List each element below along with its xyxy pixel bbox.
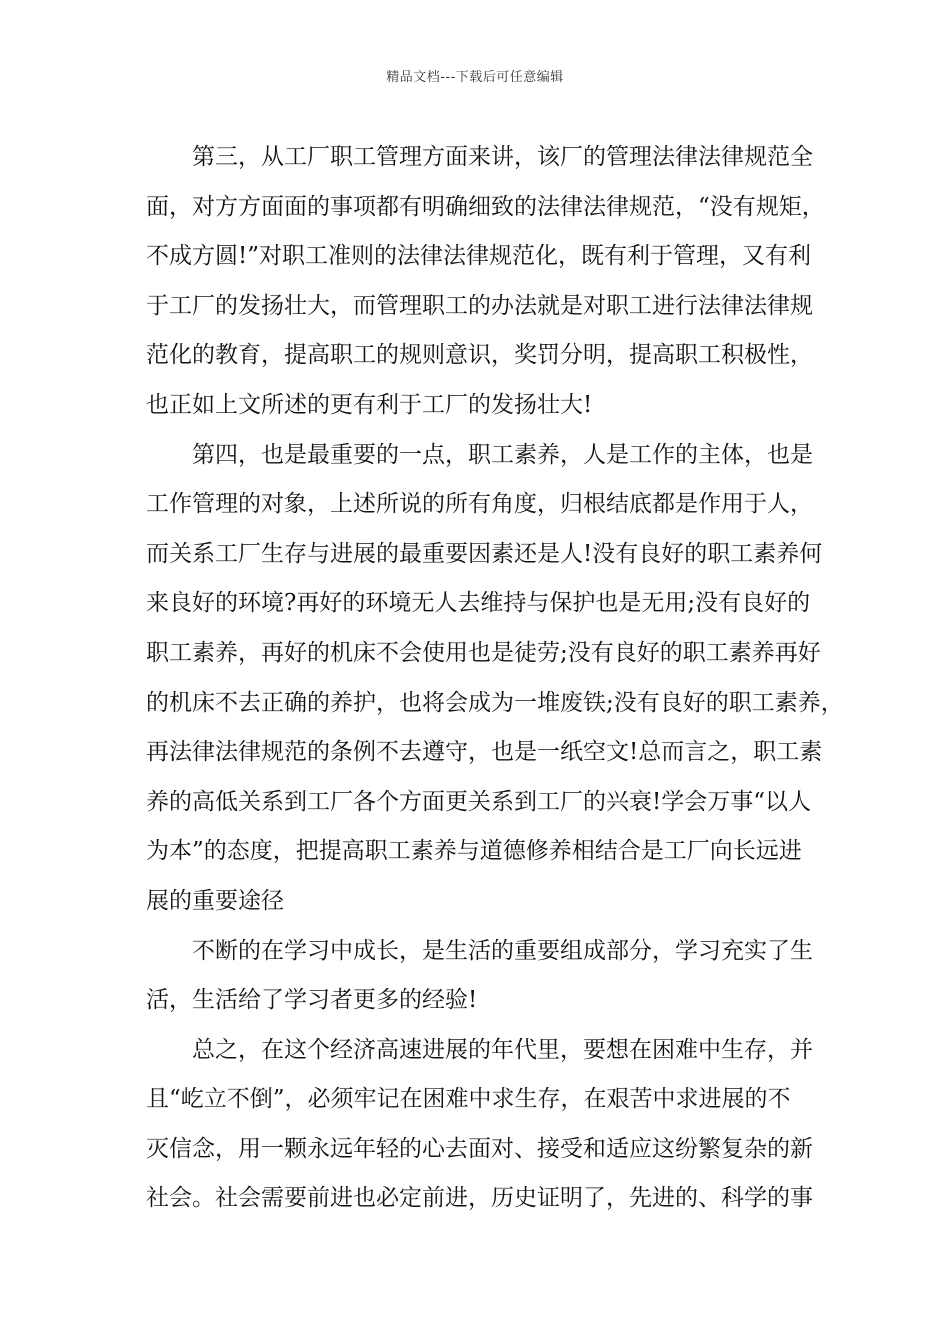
text-line: 而关系工厂生存与进展的最重要因素还是人!没有良好的职工素养何 [146, 540, 823, 567]
text-line: 范化的教育，提高职工的规则意识，奖罚分明，提高职工积极性， [146, 342, 813, 369]
text-line: 于工厂的发扬壮大，而管理职工的办法就是对职工进行法律法律规 [146, 292, 813, 319]
paragraph-4 [146, 1026, 818, 1224]
text-line: 第四，也是最重要的一点，职工素养，人是工作的主体，也是 [192, 441, 813, 468]
text-line: 不断的在学习中成长，是生活的重要组成部分，学习充实了生 [192, 937, 813, 964]
text-line: 社会。社会需要前进也必定前进，历史证明了，先进的、科学的事 [146, 1185, 813, 1212]
text-line: 再法律法律规范的条例不去遵守，也是一纸空文!总而言之，职工素 [146, 739, 823, 766]
document-body [146, 133, 844, 1224]
text-line: 也正如上文所述的更有利于工厂的发扬壮大! [146, 391, 593, 418]
text-line: 不成方圆!”对职工准则的法律法律规范化，既有利于管理，又有利 [146, 243, 812, 270]
text-line: 第三，从工厂职工管理方面来讲，该厂的管理法律法律规范全 [192, 144, 813, 170]
paragraph-1 [146, 133, 825, 431]
text-line: 总之，在这个经济高速进展的年代里，要想在困难中生存，并 [192, 1036, 813, 1063]
page-header: 精品文档---下载后可任意编辑 [386, 70, 564, 85]
paragraph-3 [146, 927, 818, 1026]
text-line: 灭信念，用一颗永远年轻的心去面对、接受和适应这纷繁复杂的新 [146, 1135, 813, 1162]
text-line: 活，生活给了学习者更多的经验! [146, 987, 478, 1014]
text-line: 的机床不去正确的养护，也将会成为一堆废铁;没有良好的职工素养， [146, 689, 844, 716]
text-line: 养的高低关系到工厂各个方面更关系到工厂的兴衰!学会万事“以人 [146, 788, 812, 815]
text-line: 工作管理的对象，上述所说的所有角度，归根结底都是作用于人， [146, 491, 813, 518]
text-line: 为本”的态度，把提高职工素养与道德修养相结合是工厂向长远进 [146, 838, 802, 865]
text-line: 职工素养，再好的机床不会使用也是徒劳;没有良好的职工素养再好 [146, 639, 821, 666]
text-line: 面，对方方面面的事项都有明确细致的法律法律规范，“没有规矩， [146, 193, 825, 220]
text-line: 展的重要途径 [146, 887, 284, 914]
text-line: 且“屹立不倒”，必须牢记在困难中求生存，在艰苦中求进展的不 [146, 1086, 791, 1113]
text-line: 来良好的环境?再好的环境无人去维持与保护也是无用;没有良好的 [146, 590, 811, 617]
paragraph-2 [146, 431, 844, 927]
